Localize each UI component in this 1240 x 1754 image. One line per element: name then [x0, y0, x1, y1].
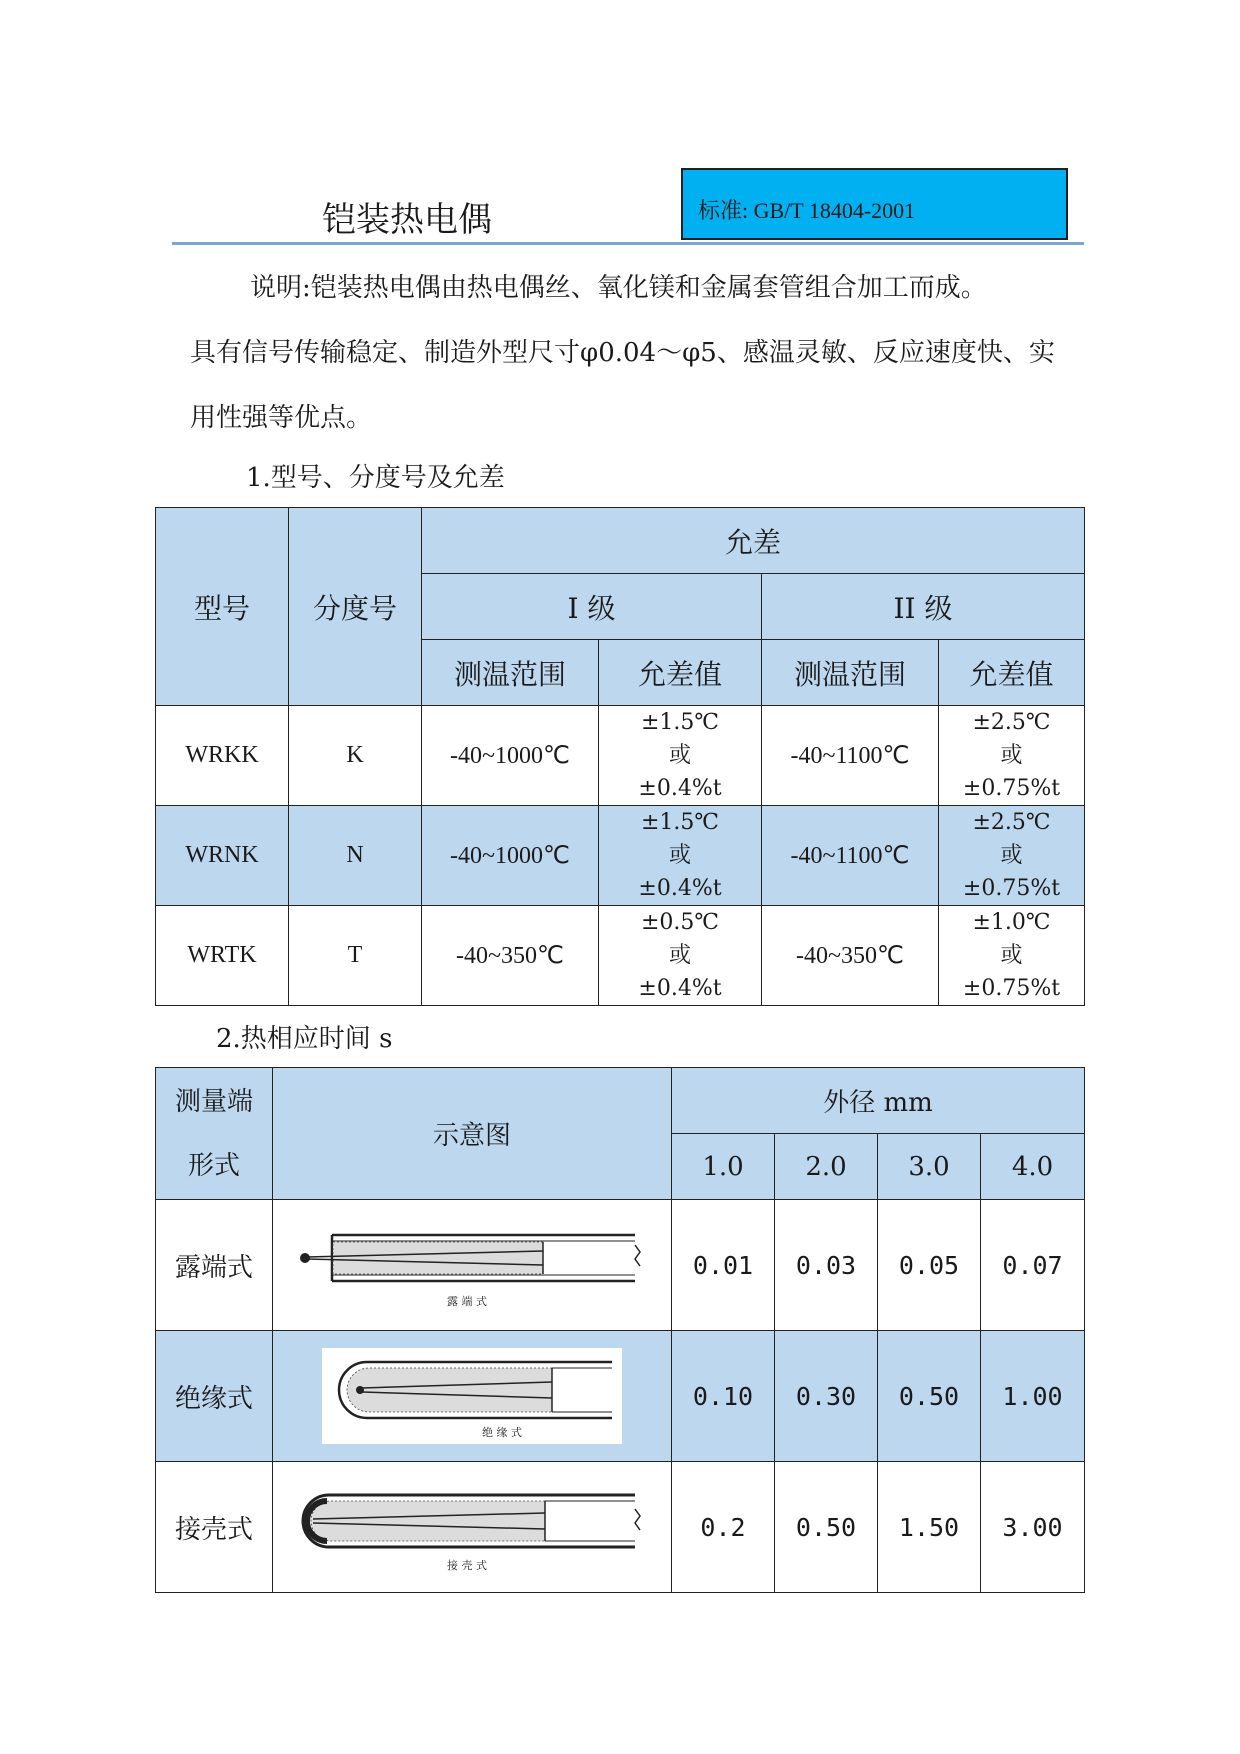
table-row: [156, 906, 1085, 1006]
cell-form: 接壳式: [156, 1462, 273, 1593]
cell-model: WRNK: [156, 806, 289, 906]
cell-graduation: T: [289, 906, 422, 1006]
diagram-caption: 露 端 式: [447, 1295, 487, 1308]
cell-time: 0.30: [775, 1331, 878, 1462]
table-row: [156, 706, 1085, 806]
cell-form: 露端式: [156, 1200, 273, 1331]
header-diagram: 示意图: [273, 1068, 672, 1200]
cell-time: 1.00: [981, 1331, 1085, 1462]
table-row: [156, 1462, 1085, 1593]
header-d-4: 4.0: [981, 1134, 1085, 1200]
header-model: 型号: [156, 508, 289, 706]
cell-tolerance-2: ±2.5℃ 或 ±0.75%t: [939, 806, 1085, 906]
cell-time: 0.50: [775, 1462, 878, 1593]
cell-form: 绝缘式: [156, 1331, 273, 1462]
cell-time: 0.03: [775, 1200, 878, 1331]
cell-time: 0.05: [878, 1200, 981, 1331]
cell-diagram: [273, 1200, 672, 1331]
tolerance-table: [155, 507, 1085, 1006]
table-row: [156, 806, 1085, 906]
grounded-junction-diagram: [287, 1479, 657, 1575]
header-value-2: 允差值: [939, 640, 1085, 706]
header-diameter: 外径 mm: [672, 1068, 1085, 1134]
cell-time: 0.50: [878, 1331, 981, 1462]
header-class-2: II 级: [762, 574, 1085, 640]
cell-range-1: -40~350℃: [422, 906, 599, 1006]
cell-tolerance-2: ±2.5℃ 或 ±0.75%t: [939, 706, 1085, 806]
cell-range-1: -40~1000℃: [422, 806, 599, 906]
cell-range-2: -40~1100℃: [762, 706, 939, 806]
exposed-junction-diagram: [287, 1217, 657, 1313]
intro-line-2: 具有信号传输稳定、制造外型尺寸φ0.04～φ5、感温灵敏、反应速度快、实用性强等优点。: [190, 338, 1055, 433]
header-class-1: I 级: [422, 574, 762, 640]
title-rule: [172, 242, 1084, 245]
cell-tolerance-1: ±0.5℃ 或 ±0.4%t: [599, 906, 762, 1006]
page-title: 铠装热电偶: [322, 200, 492, 240]
section1-heading: 1.型号、分度号及允差: [246, 463, 505, 493]
cell-range-1: -40~1000℃: [422, 706, 599, 806]
header-tolerance: 允差: [422, 508, 1085, 574]
cell-diagram: [273, 1331, 672, 1462]
header-form: 测量端 形式: [156, 1068, 273, 1200]
intro-line-1: 说明:铠装热电偶由热电偶丝、氧化镁和金属套管组合加工而成。: [250, 273, 987, 303]
header-d-1: 1.0: [672, 1134, 775, 1200]
cell-model: WRTK: [156, 906, 289, 1006]
header-value-1: 允差值: [599, 640, 762, 706]
section2-heading: 2.热相应时间 s: [216, 1024, 393, 1054]
cell-time: 0.2: [672, 1462, 775, 1593]
header-range-2: 测温范围: [762, 640, 939, 706]
cell-time: 1.50: [878, 1462, 981, 1593]
diagram-caption: 绝 缘 式: [482, 1426, 522, 1439]
cell-model: WRKK: [156, 706, 289, 806]
response-time-table: [155, 1067, 1085, 1593]
cell-tolerance-1: ±1.5℃ 或 ±0.4%t: [599, 706, 762, 806]
cell-graduation: N: [289, 806, 422, 906]
cell-range-2: -40~1100℃: [762, 806, 939, 906]
standard-box: 标准: GB/T 18404-2001: [681, 168, 1068, 240]
header-d-2: 2.0: [775, 1134, 878, 1200]
cell-tolerance-2: ±1.0℃ 或 ±0.75%t: [939, 906, 1085, 1006]
cell-time: 3.00: [981, 1462, 1085, 1593]
cell-time: 0.10: [672, 1331, 775, 1462]
cell-tolerance-1: ±1.5℃ 或 ±0.4%t: [599, 806, 762, 906]
cell-range-2: -40~350℃: [762, 906, 939, 1006]
header-d-3: 3.0: [878, 1134, 981, 1200]
diagram-caption: 接 壳 式: [447, 1559, 487, 1572]
intro-paragraph: [190, 256, 1070, 451]
header-range-1: 测温范围: [422, 640, 599, 706]
header-graduation: 分度号: [289, 508, 422, 706]
cell-diagram: [273, 1462, 672, 1593]
cell-graduation: K: [289, 706, 422, 806]
table-row: [156, 1331, 1085, 1462]
table-row: [156, 1200, 1085, 1331]
cell-time: 0.07: [981, 1200, 1085, 1331]
insulated-junction-diagram: [322, 1348, 622, 1444]
cell-time: 0.01: [672, 1200, 775, 1331]
